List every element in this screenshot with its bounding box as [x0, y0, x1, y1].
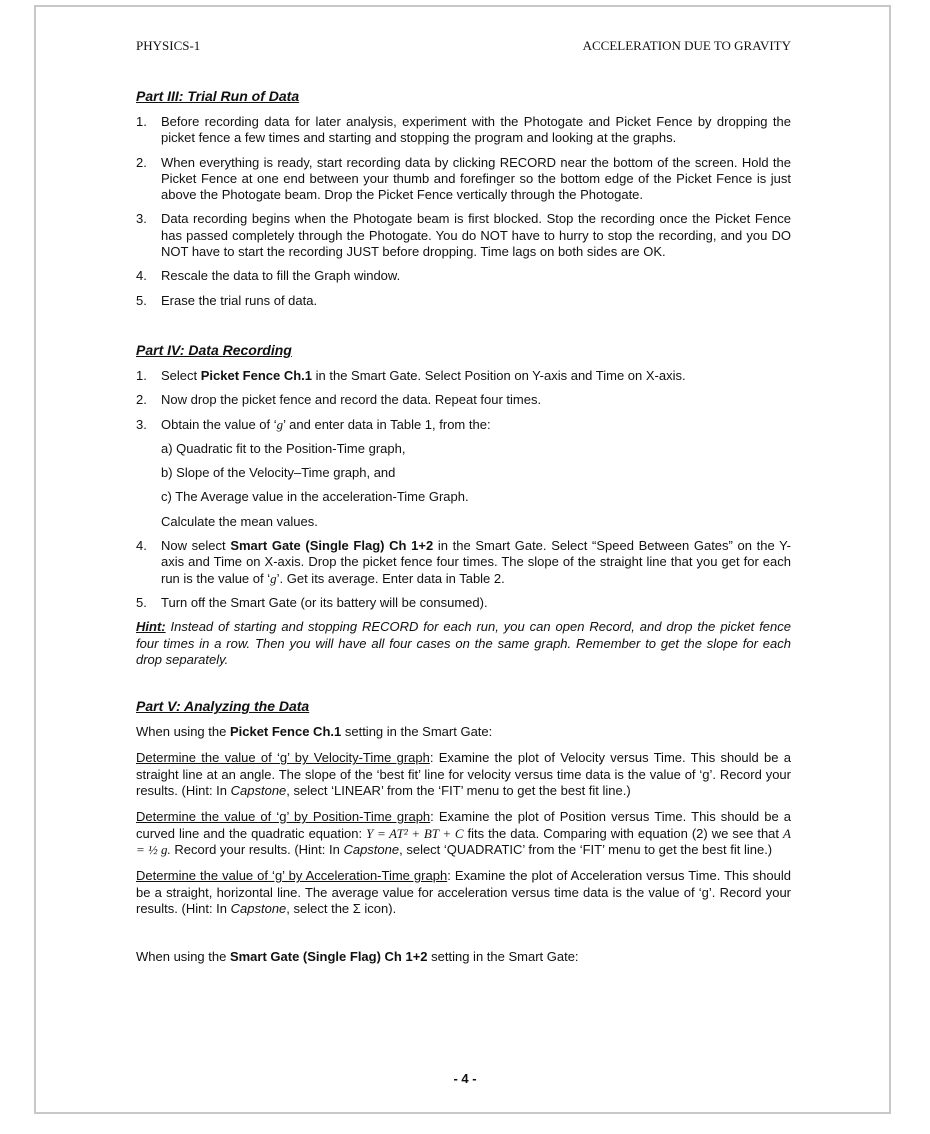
part4-list-cont [136, 538, 791, 611]
position-method: Determine the value of ‘g’ by Position-Time graph: Examine the plot of Position versus Time. This should be a curved line and the quadratic equation: Y = AT² + BT + C fits the data. Comparing with equation (2) we see that A = ½ g. Record your results. (Hint: In Capstone, select ‘QUADRATIC’ from the ‘FIT’ menu to get the best fit line.) [136, 809, 792, 857]
smart-gate-intro: When using the Smart Gate (Single Flag) Ch 1+2 setting in the Smart Gate: [136, 949, 579, 965]
part4-title: Part IV: Data Recording [136, 341, 292, 358]
part4-list [136, 368, 791, 433]
list-item: 4. Rescale the data to fill the Graph window. [136, 268, 401, 284]
velocity-method: Determine the value of ‘g’ by Velocity-Time graph: Examine the plot of Velocity versus Time. This should be a straight line at an angle. The slope of the ‘best fit’ line for velocity versus time data is the value of ‘g’. Record your results. (Hint: In Capstone, select ‘LINEAR’ from the ‘FIT’ menu to get the best fit line.) [136, 750, 791, 799]
sub-item-c: c) The Average value in the acceleration-Time Graph. [161, 489, 469, 505]
list-item: 1. Before recording data for later analysis, experiment with the Photogate and Picket Fence by dropping the picket fence a few times and starting and stopping the program and looking at the graphs. [136, 114, 791, 146]
list-item: 2. When everything is ready, start recording data by clicking RECORD near the bottom of the screen. Hold the Picket Fence at one end between your thumb and forefinger so the bottom edge of the Picket Fence is just above the Photogate beam. Drop the Picket Fence vertically through the Photogate. [136, 154, 791, 203]
acceleration-method: Determine the value of ‘g’ by Acceleration-Time graph: Examine the plot of Acceleration versus Time. This should be a straight, horizontal line. The average value for acceleration versus time data is the value of ‘g’. Record your results. (Hint: In Capstone, select the Σ icon). [136, 868, 791, 916]
list-item: 2. Now drop the picket fence and record the data. Repeat four times. [136, 392, 542, 408]
page-number: - 4 - [453, 1071, 477, 1086]
list-item: 4. Now select Smart Gate (Single Flag) Ch 1+2 in the Smart Gate. Select “Speed Between Gates” on the Y-axis and Time on X-axis. Drop the picket fence four times. The slope of the straight line that you get for each run is the value of ‘g’. Get its average. Enter data in Table 2. [136, 538, 791, 586]
list-item: 3. Obtain the value of ‘g’ and enter data in Table 1, from the: [136, 416, 491, 432]
page-content [136, 88, 791, 975]
part5-intro: When using the Picket Fence Ch.1 setting in the Smart Gate: [136, 724, 493, 740]
part5-title: Part V: Analyzing the Data [136, 698, 310, 715]
list-item: 1. Select Picket Fence Ch.1 in the Smart Gate. Select Position on Y-axis and Time on X-axis. [136, 367, 686, 383]
hint-note: Hint: Instead of starting and stopping RECORD for each run, you can open Record, and drop the picket fence four times in a row. Then you will have all four cases on the same graph. Remember to get the slope for each drop separately. [136, 619, 791, 667]
part3-list [136, 114, 791, 309]
header-course: PHYSICS-1 [136, 38, 201, 53]
list-item: 5. Erase the trial runs of data. [136, 292, 318, 308]
list-item: 3. Data recording begins when the Photogate beam is first blocked. Stop the recording once the Picket Fence has passed completely through the Photogate. You do NOT have to hurry to stop the recording, and you DO NOT have to start the recording JUST before dropping. Time lags on both sides are OK. [136, 211, 791, 260]
part3-title: Part III: Trial Run of Data [136, 88, 300, 104]
list-item: 5. Turn off the Smart Gate (or its battery will be consumed). [136, 594, 488, 610]
sub-item-b: b) Slope of the Velocity–Time graph, and [161, 465, 396, 481]
header-title: ACCELERATION DUE TO GRAVITY [582, 38, 791, 53]
sub-item-a: a) Quadratic fit to the Position-Time graph, [161, 440, 406, 456]
sub-item-calc: Calculate the mean values. [161, 513, 318, 529]
